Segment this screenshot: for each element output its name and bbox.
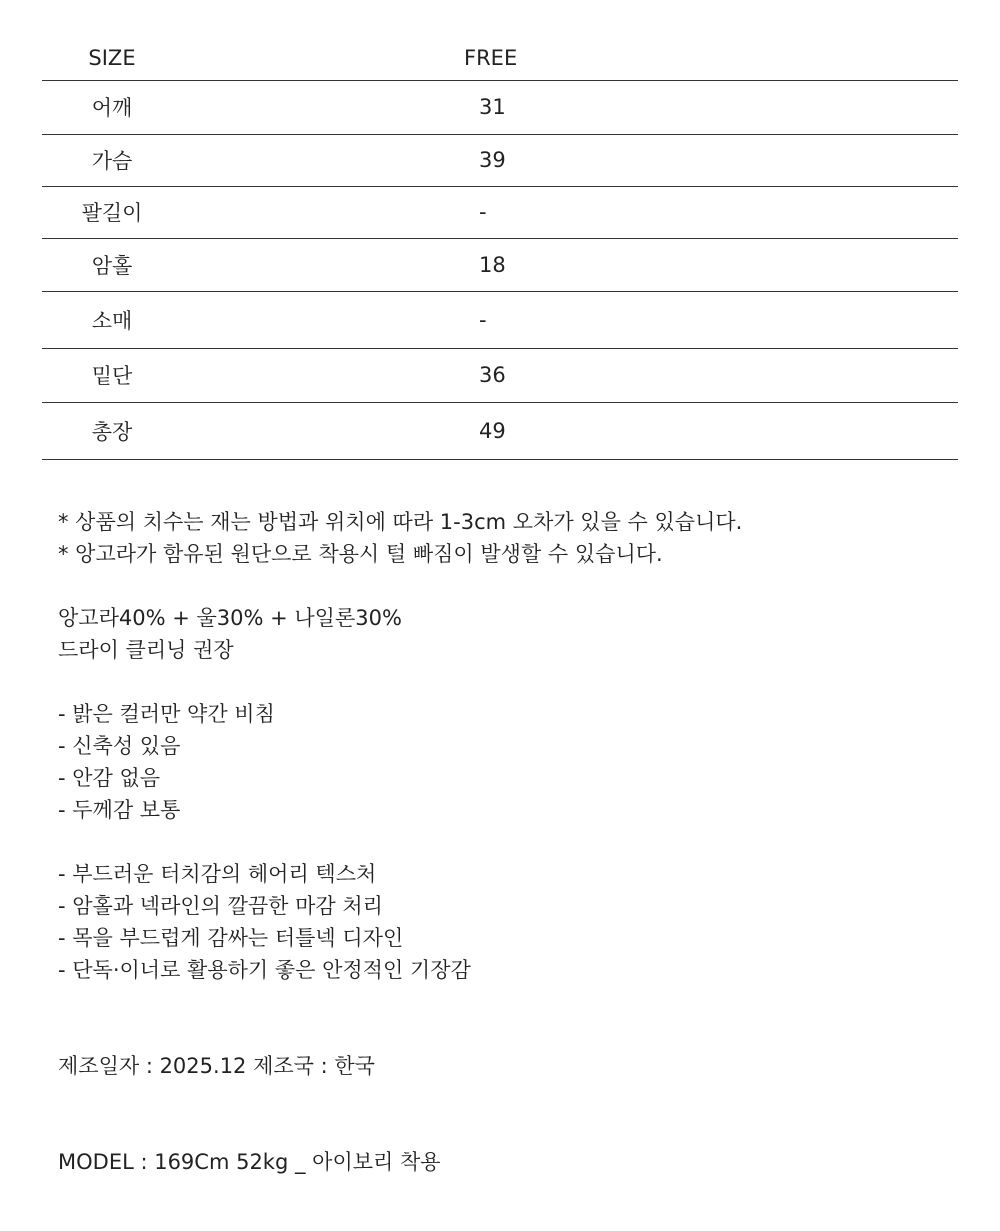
property-lining: - 안감 없음 — [58, 766, 161, 790]
measure-label-total-length: 총장 — [42, 402, 182, 459]
measure-value-armhole: 18 — [182, 238, 958, 291]
spacer — [58, 570, 958, 602]
property-thickness: - 두께감 보통 — [58, 798, 181, 822]
measure-label-sleeve-length: 팔길이 — [42, 186, 182, 238]
manufacture-info: 제조일자 : 2025.12 제조국 : 한국 — [58, 1054, 375, 1078]
table-row — [42, 238, 958, 291]
measure-label-sleeve: 소매 — [42, 291, 182, 348]
table-row — [42, 402, 958, 459]
table-row — [42, 80, 958, 134]
measure-value-sleeve-length: - — [182, 186, 958, 238]
feature-finishing: - 암홀과 넥라인의 깔끔한 마감 처리 — [58, 894, 383, 918]
feature-texture: - 부드러운 터치감의 헤어리 텍스처 — [58, 862, 377, 886]
table-row — [42, 186, 958, 238]
feature-length: - 단독·이너로 활용하기 좋은 안정적인 기장감 — [58, 958, 471, 982]
model-info: MODEL : 169Cm 52kg _ 아이보리 착용 — [58, 1150, 441, 1174]
material-composition: 앙고라40% + 울30% + 나일론30% — [58, 606, 402, 630]
table-row — [42, 348, 958, 402]
spacer — [58, 666, 958, 698]
measure-value-total-length: 49 — [182, 402, 958, 459]
spacer — [58, 1082, 958, 1146]
product-notes — [58, 506, 958, 1178]
table-row — [42, 134, 958, 186]
size-table — [42, 36, 958, 460]
property-stretch: - 신축성 있음 — [58, 734, 181, 758]
measure-label-chest: 가슴 — [42, 134, 182, 186]
spacer — [58, 826, 958, 858]
measure-value-shoulder: 31 — [182, 80, 958, 134]
size-table-header-row — [42, 36, 958, 80]
measure-label-armhole: 암홀 — [42, 238, 182, 291]
caution-note-measurement: * 상품의 치수는 재는 방법과 위치에 따라 1-3cm 오차가 있을 수 있습니다. — [58, 510, 743, 534]
table-row — [42, 291, 958, 348]
measure-label-hem: 밑단 — [42, 348, 182, 402]
property-see-through: - 밝은 컬러만 약간 비침 — [58, 702, 275, 726]
care-instruction: 드라이 클리닝 권장 — [58, 638, 234, 662]
feature-turtleneck: - 목을 부드럽게 감싸는 터틀넥 디자인 — [58, 926, 404, 950]
measure-value-sleeve: - — [182, 291, 958, 348]
measure-label-shoulder: 어깨 — [42, 80, 182, 134]
size-header-label: SIZE — [42, 36, 182, 80]
caution-note-shedding: * 앙고라가 함유된 원단으로 착용시 털 빠짐이 발생할 수 있습니다. — [58, 542, 663, 566]
size-header-value: FREE — [182, 36, 958, 80]
spacer — [58, 986, 958, 1050]
measure-value-hem: 36 — [182, 348, 958, 402]
measure-value-chest: 39 — [182, 134, 958, 186]
